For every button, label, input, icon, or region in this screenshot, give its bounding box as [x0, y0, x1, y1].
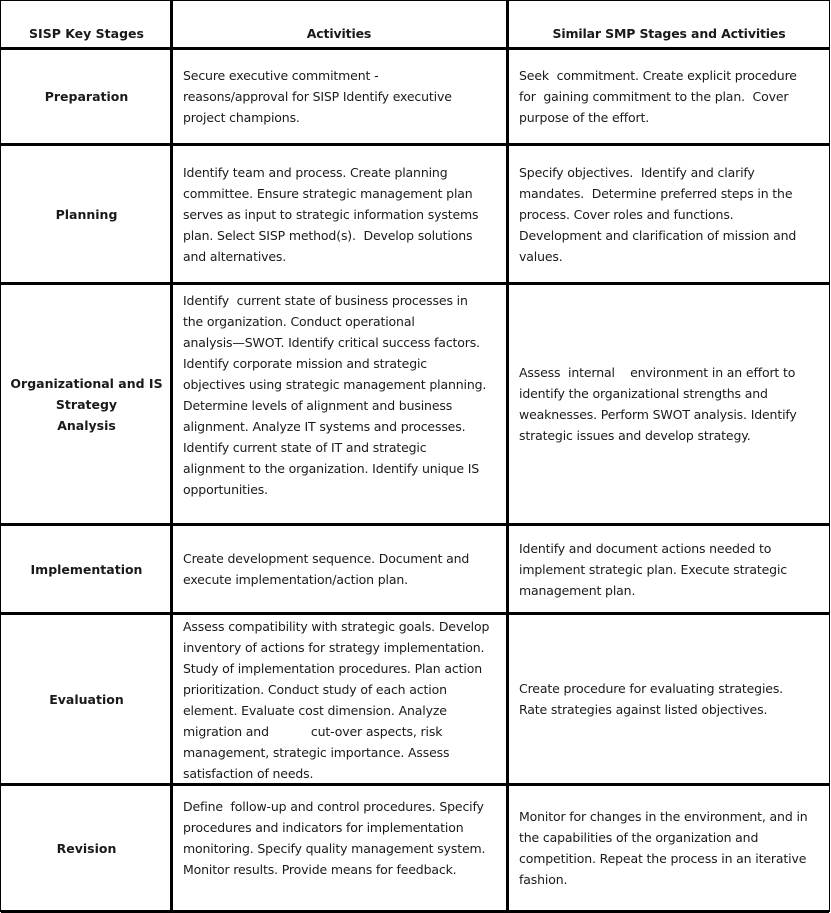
smp-text: Specify objectives. Identify and clarify mandates. Determine preferred steps in the process. Cover roles and functions. Development and clarification of mission and values.	[519, 164, 797, 264]
stage-label: Revision	[56, 840, 117, 856]
smp-cell	[510, 526, 830, 612]
activities-text: Define follow-up and control procedures. Specify procedures and indicators for implementation monitoring. Specify quality management system. Monitor results. Provide means for feedback.	[183, 799, 486, 877]
smp-cell	[510, 615, 830, 783]
activities-cell	[174, 786, 506, 910]
stage-cell	[2, 285, 171, 523]
smp-cell	[510, 146, 830, 282]
activities-cell	[174, 285, 506, 523]
smp-text: Assess internal environment in an effort to identify the organizational strengths and weaknesses. Perform SWOT analysis. Identify strategic issues and develop strategy.	[519, 365, 797, 443]
smp-text: Create procedure for evaluating strategies. Rate strategies against listed objectives.	[519, 681, 784, 717]
activities-text: Identify current state of business processes in the organization. Conduct operational analysis—SWOT. Identify critical success factors. Identify corporate mission and strategic objectives using strategic management planning. Determine levels of alignment and business alignment. Analyze IT systems and processes. Identify current state of IT and strategic alignment to the organization. Identify unique IS opportunities.	[183, 293, 487, 497]
activities-cell	[174, 146, 506, 282]
header-label: Similar SMP Stages and Activities	[552, 26, 786, 41]
stage-cell	[2, 146, 171, 282]
stage-cell	[2, 526, 171, 612]
header-activities	[174, 1, 506, 47]
stage-label: Evaluation	[49, 691, 124, 707]
activities-text: Assess compatibility with strategic goals. Develop inventory of actions for strategy implementation. Study of implementation procedures. Plan action prioritization. Conduct study of each action element. Evaluate cost dimension. Analyze migration and cut-over aspects, risk management, strategic importance. Assess satisfaction of needs.	[183, 619, 490, 781]
activities-cell	[174, 615, 506, 783]
smp-cell	[510, 285, 830, 523]
header-label: Activities	[306, 26, 372, 41]
stage-label: Implementation	[30, 561, 143, 577]
activities-text: Identify team and process. Create planning committee. Ensure strategic management plan serves as input to strategic information systems plan. Select SISP method(s). Develop solutions and alternatives.	[183, 164, 479, 264]
stage-cell	[2, 786, 171, 910]
header-label: SISP Key Stages	[29, 26, 144, 41]
header-sisp-key-stages	[2, 1, 171, 47]
stage-cell	[2, 50, 171, 143]
header-similar-smp	[510, 1, 830, 47]
stage-label: Preparation	[44, 89, 129, 104]
stage-cell	[2, 615, 171, 783]
column-divider	[506, 1, 509, 911]
smp-cell	[510, 50, 830, 143]
activities-cell	[174, 526, 506, 612]
activities-text: Create development sequence. Document and execute implementation/action plan.	[183, 551, 470, 587]
smp-cell	[510, 786, 830, 910]
smp-text: Monitor for changes in the environment, and in the capabilities of the organization and competition. Repeat the process in an iterative fashion.	[519, 809, 808, 887]
smp-text: Identify and document actions needed to implement strategic plan. Execute strategic management plan.	[519, 540, 788, 598]
stage-label: Planning	[55, 206, 118, 222]
activities-text: Secure executive commitment - reasons/approval for SISP Identify executive project champions.	[183, 68, 452, 125]
stage-label: Organizational and IS Strategy Analysis	[10, 375, 163, 433]
smp-text: Seek commitment. Create explicit procedure for gaining commitment to the plan. Cover purpose of the effort.	[519, 68, 797, 125]
activities-cell	[174, 50, 506, 143]
